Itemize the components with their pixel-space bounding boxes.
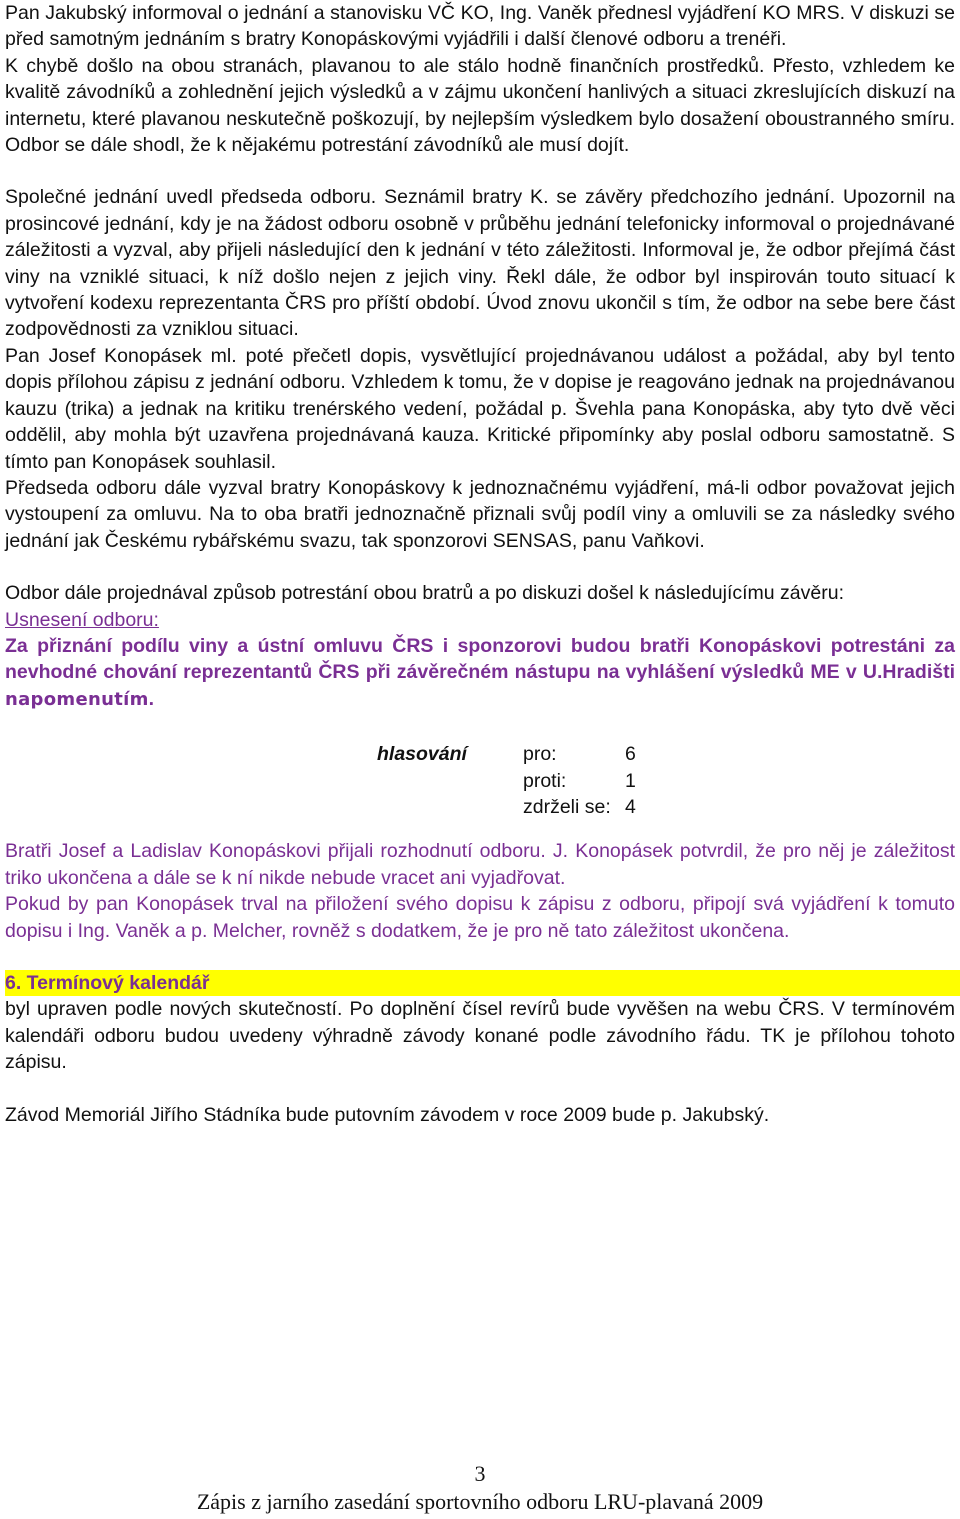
vote-rows (523, 741, 653, 820)
paragraph-apology: Předseda odboru dále vyzval bratry Konopáskovy k jednoznačnému vyjádření, má-li odbor považovat jejich vystoupení za omluvu. Na to oba bratři jednoznačně přiznali svůj podíl viny a omluvili se za následky svého jednání jak Českému rybářskému svazu, tak sponzorovi SENSAS, panu Vaňkovi. (5, 476, 955, 552)
spacer (5, 1076, 955, 1102)
paragraph-meeting: Společné jednání uvedl předseda odboru. Seznámil bratry K. se závěry předchozího jednání. Upozornil na prosincové jednání, kdy je na žádost odboru osobně v průběhu jednání telefonicky informoval o projednávané záležitosti a vyzval, aby přijeli následující den k jednání v této záležitosti. Informoval je, že odbor přejímá část viny na vzniklé situaci, k níž došlo nejen z jejich viny. Řekl dále, že odbor byl inspirován touto situací k vytvoření kodexu reprezentanta ČRS pro příští období. Úvod znovu ukončil s tím, že odbor na sebe bere část zodpovědnosti za vzniklou situaci. (5, 186, 955, 341)
resolution-label: Usnesení odboru: (5, 608, 159, 631)
vote-value: 4 (625, 795, 636, 818)
vote-value: 6 (625, 743, 636, 766)
paragraph-mistake: K chybě došlo na obou stranách, plavanou to ale stálo hodně finančních prostředků. Přesto, vzhledem ke kvalitě závodníků a zohlednění jejich výsledků a v zájmu ukončení hanlivých a situaci zkreslujících diskuzí na internetu, které plavanou neskutečně poškozují, by nejlepším výsledkem bylo dosažení oboustranného smíru. Odbor se dále shodl, že k nějakému potrestání závodníků ale musí dojít. (5, 54, 955, 157)
document-body (5, 0, 955, 1128)
vote-row (523, 794, 653, 820)
vote-label: proti: (523, 769, 567, 792)
vote-label: pro: (523, 743, 557, 766)
paragraph-memorial: Závod Memoriál Jiřího Stádníka bude putovním závodem v roce 2009 bude p. Jakubský. (5, 1103, 770, 1126)
spacer (5, 554, 955, 580)
paragraph-letter-attachment: Pokud by pan Konopásek trval na přiložení svého dopisu k zápisu z odboru, připojí svá vyjádření k tomuto dopisu i Ing. Vaněk a p. Melcher, rovněž s dodatkem, že je pro ně tato záležitost ukončena. (5, 893, 955, 942)
vote-title: hlasování (377, 743, 467, 766)
footer-caption: Zápis z jarního zasedání sportovního odboru LRU-plavaná 2009 (196, 1489, 764, 1514)
page-number: 3 (474, 1461, 486, 1486)
paragraph-letter: Pan Josef Konopásek ml. poté přečetl dopis, vysvětlující projednávanou událost a požádal, aby byl tento dopis přílohou zápisu z jednání odboru. Vzhledem k tomu, že v dopise je reagováno jednak na projednávanou kauzu (trika) a jednak na kritiku trenérského vedení, požádal p. Švehla pana Konopáska, aby tyto dvě věci oddělil, aby mohla být uzavřena projednávaná kauza. Kritické připomínky aby poslal odboru samostatně. S tímto pan Konopásek souhlasil. (5, 344, 955, 473)
resolution-main: Za přiznání podílu viny a ústní omluvu ČRS i sponzorovi budou bratři Konopáskovi potrestáni za nevhodné chování reprezentantů ČRS při závěrečném nástupu na vyhlášení výsledků ME v U.Hradišti (5, 634, 955, 684)
resolution-penalty: napomenutím (5, 688, 149, 710)
vote-row (523, 768, 653, 794)
vote-row (523, 741, 653, 767)
paragraph-acceptance: Bratři Josef a Ladislav Konopáskovi přijali rozhodnutí odboru. J. Konopásek potvrdil, že pro něj je záležitost triko ukončena a dále se k ní nikde nebude vracet ani vyjadřovat. (5, 840, 955, 889)
paragraph-calendar: byl upraven podle nových skutečností. Po doplnění čísel revírů bude vyvěšen na webu ČRS. V termínovém kalendáři odboru budou uvedeny výhradně závody konané podle závodního řádu. TK je přílohou tohoto zápisu. (5, 998, 955, 1074)
vote-value: 1 (625, 769, 636, 792)
vote-table (377, 741, 955, 820)
vote-label: zdrželi se: (523, 795, 611, 818)
resolution-text (5, 633, 955, 713)
spacer (5, 158, 955, 184)
paragraph-intro: Pan Jakubský informoval o jednání a stanovisku VČ KO, Ing. Vaněk přednesl vyjádření KO MRS. V diskuzi se před samotným jednáním s bratry Konopáskovými vyjádřili i další členové odboru a trenéři. (5, 2, 955, 51)
section-heading-calendar: 6. Termínový kalendář (5, 970, 960, 996)
spacer (5, 820, 955, 838)
resolution-end: . (148, 687, 155, 710)
paragraph-resolution-intro: Odbor dále projednával způsob potrestání obou bratrů a po diskuzi došel k následujícímu závěru: (5, 582, 845, 605)
